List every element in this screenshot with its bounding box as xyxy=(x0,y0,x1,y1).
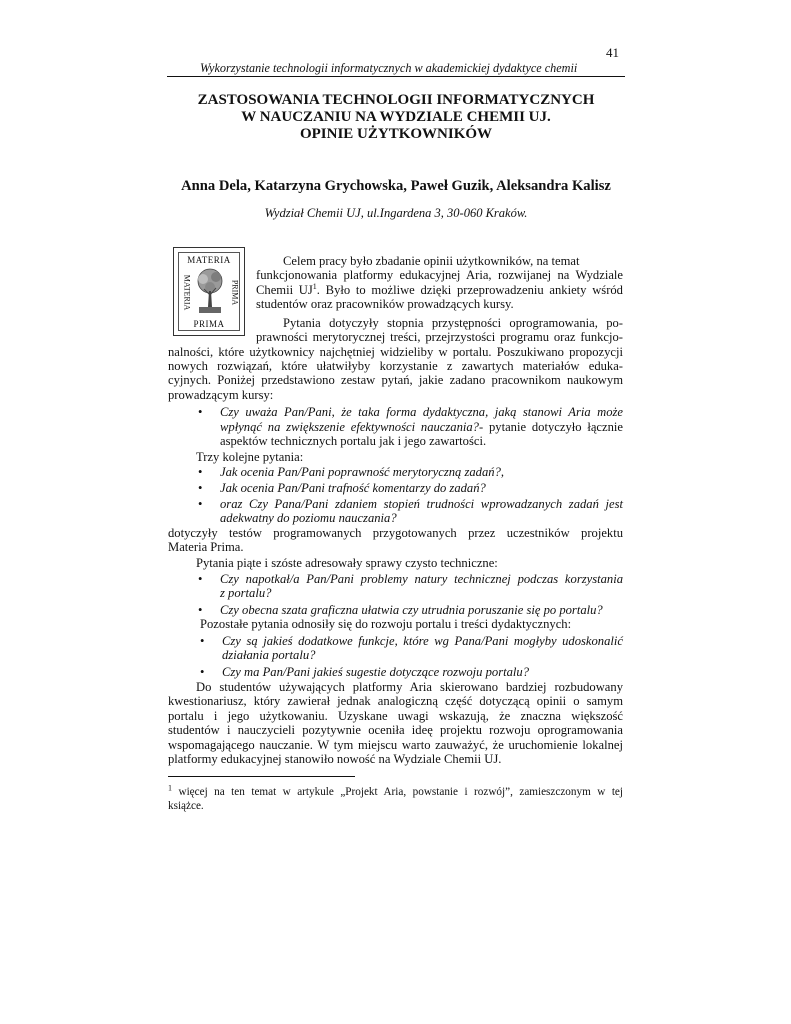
para1-line2: funkcjonowania platformy edukacyjnej Aria, rozwijanej na Wydziale xyxy=(256,268,623,282)
bullet5-line2: z portalu? xyxy=(220,586,272,600)
bullet1-line2-italic: wpłynąć na zwiększenie efektywności nauczania? xyxy=(220,420,479,434)
bullet1-line3: aspektów technicznych portalu jak i jego zawartości. xyxy=(220,434,487,448)
title-line-3: OPINIE UŻYTKOWNIKÓW xyxy=(299,126,493,142)
affiliation: Wydział Chemii UJ, ul.Ingardena 3, 30-060 Kraków. xyxy=(264,206,528,220)
bullet-marker: • xyxy=(198,465,203,479)
bullet-marker: • xyxy=(200,634,205,648)
bullet4-line2: adekwatny do poziomu nauczania? xyxy=(220,511,397,525)
para1-line3-b: . Było to możliwe dzięki przeprowadzeniu ankiety wśród xyxy=(316,283,623,297)
bullet8: Czy ma Pan/Pani jakieś sugestie dotyczące rozwoju portalu? xyxy=(222,665,529,679)
footnote-rule xyxy=(168,776,355,777)
tree-icon xyxy=(193,267,227,315)
para6-line2: kwestionariusz, który zawierał jednak analogiczną część dotyczącą opinii o samym xyxy=(168,694,623,708)
para1-line4: studentów oraz pracowników prowadzących kursy. xyxy=(256,297,514,311)
para2-line5: cyjnych. Poniżej przedstawiono zestaw pytań, jakie zadano pracownikom naukowym xyxy=(168,373,623,387)
para6-line4: studentów i nauczycieli pozytywnie oceniła ideę projektu rozwoju oprogramowania xyxy=(168,723,623,737)
bullet-marker: • xyxy=(198,405,203,419)
para4: Pytania piąte i szóste adresowały sprawy czysto techniczne: xyxy=(196,556,498,570)
logo-text-left: MATERIA xyxy=(182,274,192,311)
para1-line1: Celem pracy było zbadanie opinii użytkowników, na temat xyxy=(283,254,580,268)
bullet2: Jak ocenia Pan/Pani poprawność merytoryczną zadań?, xyxy=(220,465,505,479)
para2-line6: prowadzącym kursy: xyxy=(168,388,274,402)
bullet-marker: • xyxy=(198,481,203,495)
para1-line3-a: Chemii UJ xyxy=(256,283,313,297)
bullet1-line1: Czy uważa Pan/Pani, że taka forma dydaktyczna, jaką stanowi Aria może xyxy=(220,405,623,419)
running-title: Wykorzystanie technologii informatycznych w akademickiej dydaktyce chemii xyxy=(200,61,578,75)
footnote-mark: 1 xyxy=(168,783,172,793)
footnote-line1-text: więcej na ten temat w artykule „Projekt Aria, powstanie i rozwój”, zamieszczonym w tej xyxy=(178,786,624,798)
logo-text-bottom: PRIMA xyxy=(193,319,225,329)
bullet-marker: • xyxy=(198,497,203,511)
para6-line5: wspomagającego nauczanie. W tym miejscu warto zauważyć, że uruchomienie lokalnej xyxy=(168,738,623,752)
para6-line1: Do studentów używających platformy Aria skierowano bardziej rozbudowany xyxy=(196,680,623,694)
para2-line4: nowych rozwiązań, które ułatwiłyby korzystanie z zawartych materiałów eduka- xyxy=(168,359,623,373)
para2-line1: Pytania dotyczyły stopnia przystępności oprogramowania, po- xyxy=(283,316,623,330)
logo-text-top: MATERIA xyxy=(187,255,231,265)
footnote-line2: książce. xyxy=(168,800,204,812)
para5: Pozostałe pytania odnosiły się do rozwoju portalu i treści dydaktycznych: xyxy=(200,617,572,631)
logo-frame xyxy=(178,252,240,331)
bullet7-line1: Czy są jakieś dodatkowe funkcje, które wg Pana/Pani mogłyby udoskonalić xyxy=(222,634,623,648)
para3-line1: dotyczyły testów programowanych przygotowanych przez uczestników projektu xyxy=(168,526,623,540)
footnote-ref: 1 xyxy=(312,281,317,291)
bullet3: Jak ocenia Pan/Pani trafność komentarzy do zadań? xyxy=(220,481,486,495)
logo-text-right: PRIMA xyxy=(230,279,240,306)
bullet1-line2-plain: - pytanie dotyczyło łącznie xyxy=(478,420,623,434)
materia-prima-logo xyxy=(173,247,245,336)
para2-line3: nalności, które użytkownicy najchętniej widzieliby w portalu. Poszukiwano propozycji xyxy=(168,345,623,359)
bullet6: Czy obecna szata graficzna ułatwia czy utrudnia poruszanie się po portalu? xyxy=(220,603,603,617)
bullet-marker: • xyxy=(198,572,203,586)
trzy-kolejne: Trzy kolejne pytania: xyxy=(196,450,304,464)
header-rule xyxy=(167,76,625,77)
bullet-marker: • xyxy=(198,603,203,617)
bullet7-line2: działania portalu? xyxy=(222,648,316,662)
footnote-line1 xyxy=(168,783,624,800)
title-line-2: W NAUCZANIU NA WYDZIALE CHEMII UJ. xyxy=(241,109,551,125)
authors: Anna Dela, Katarzyna Grychowska, Paweł Guzik, Aleksandra Kalisz xyxy=(181,178,611,194)
bullet1-line2 xyxy=(220,420,623,434)
para6-line3: portalu i jego użytkowaniu. Uzyskane uwagi wskazują, że znaczna większość xyxy=(168,709,623,723)
para2-line2: prawności merytorycznej treści, przejrzystości programu oraz funkcjo- xyxy=(256,330,623,344)
para3-line2: Materia Prima. xyxy=(168,540,244,554)
page-number: 41 xyxy=(606,45,619,60)
para6-line6: platformy edukacyjnej stanowiło nowość na Wydziale Chemii UJ. xyxy=(168,752,502,766)
bullet-marker: • xyxy=(200,665,205,679)
para1-line3 xyxy=(256,283,623,297)
bullet4-line1: oraz Czy Pana/Pani zdaniem stopień trudności wprowadzanych zadań jest xyxy=(220,497,623,511)
title-line-1: ZASTOSOWANIA TECHNOLOGII INFORMATYCZNYCH xyxy=(197,92,595,108)
bullet5-line1: Czy napotkał/a Pan/Pani problemy natury technicznej podczas korzystania xyxy=(220,572,623,586)
